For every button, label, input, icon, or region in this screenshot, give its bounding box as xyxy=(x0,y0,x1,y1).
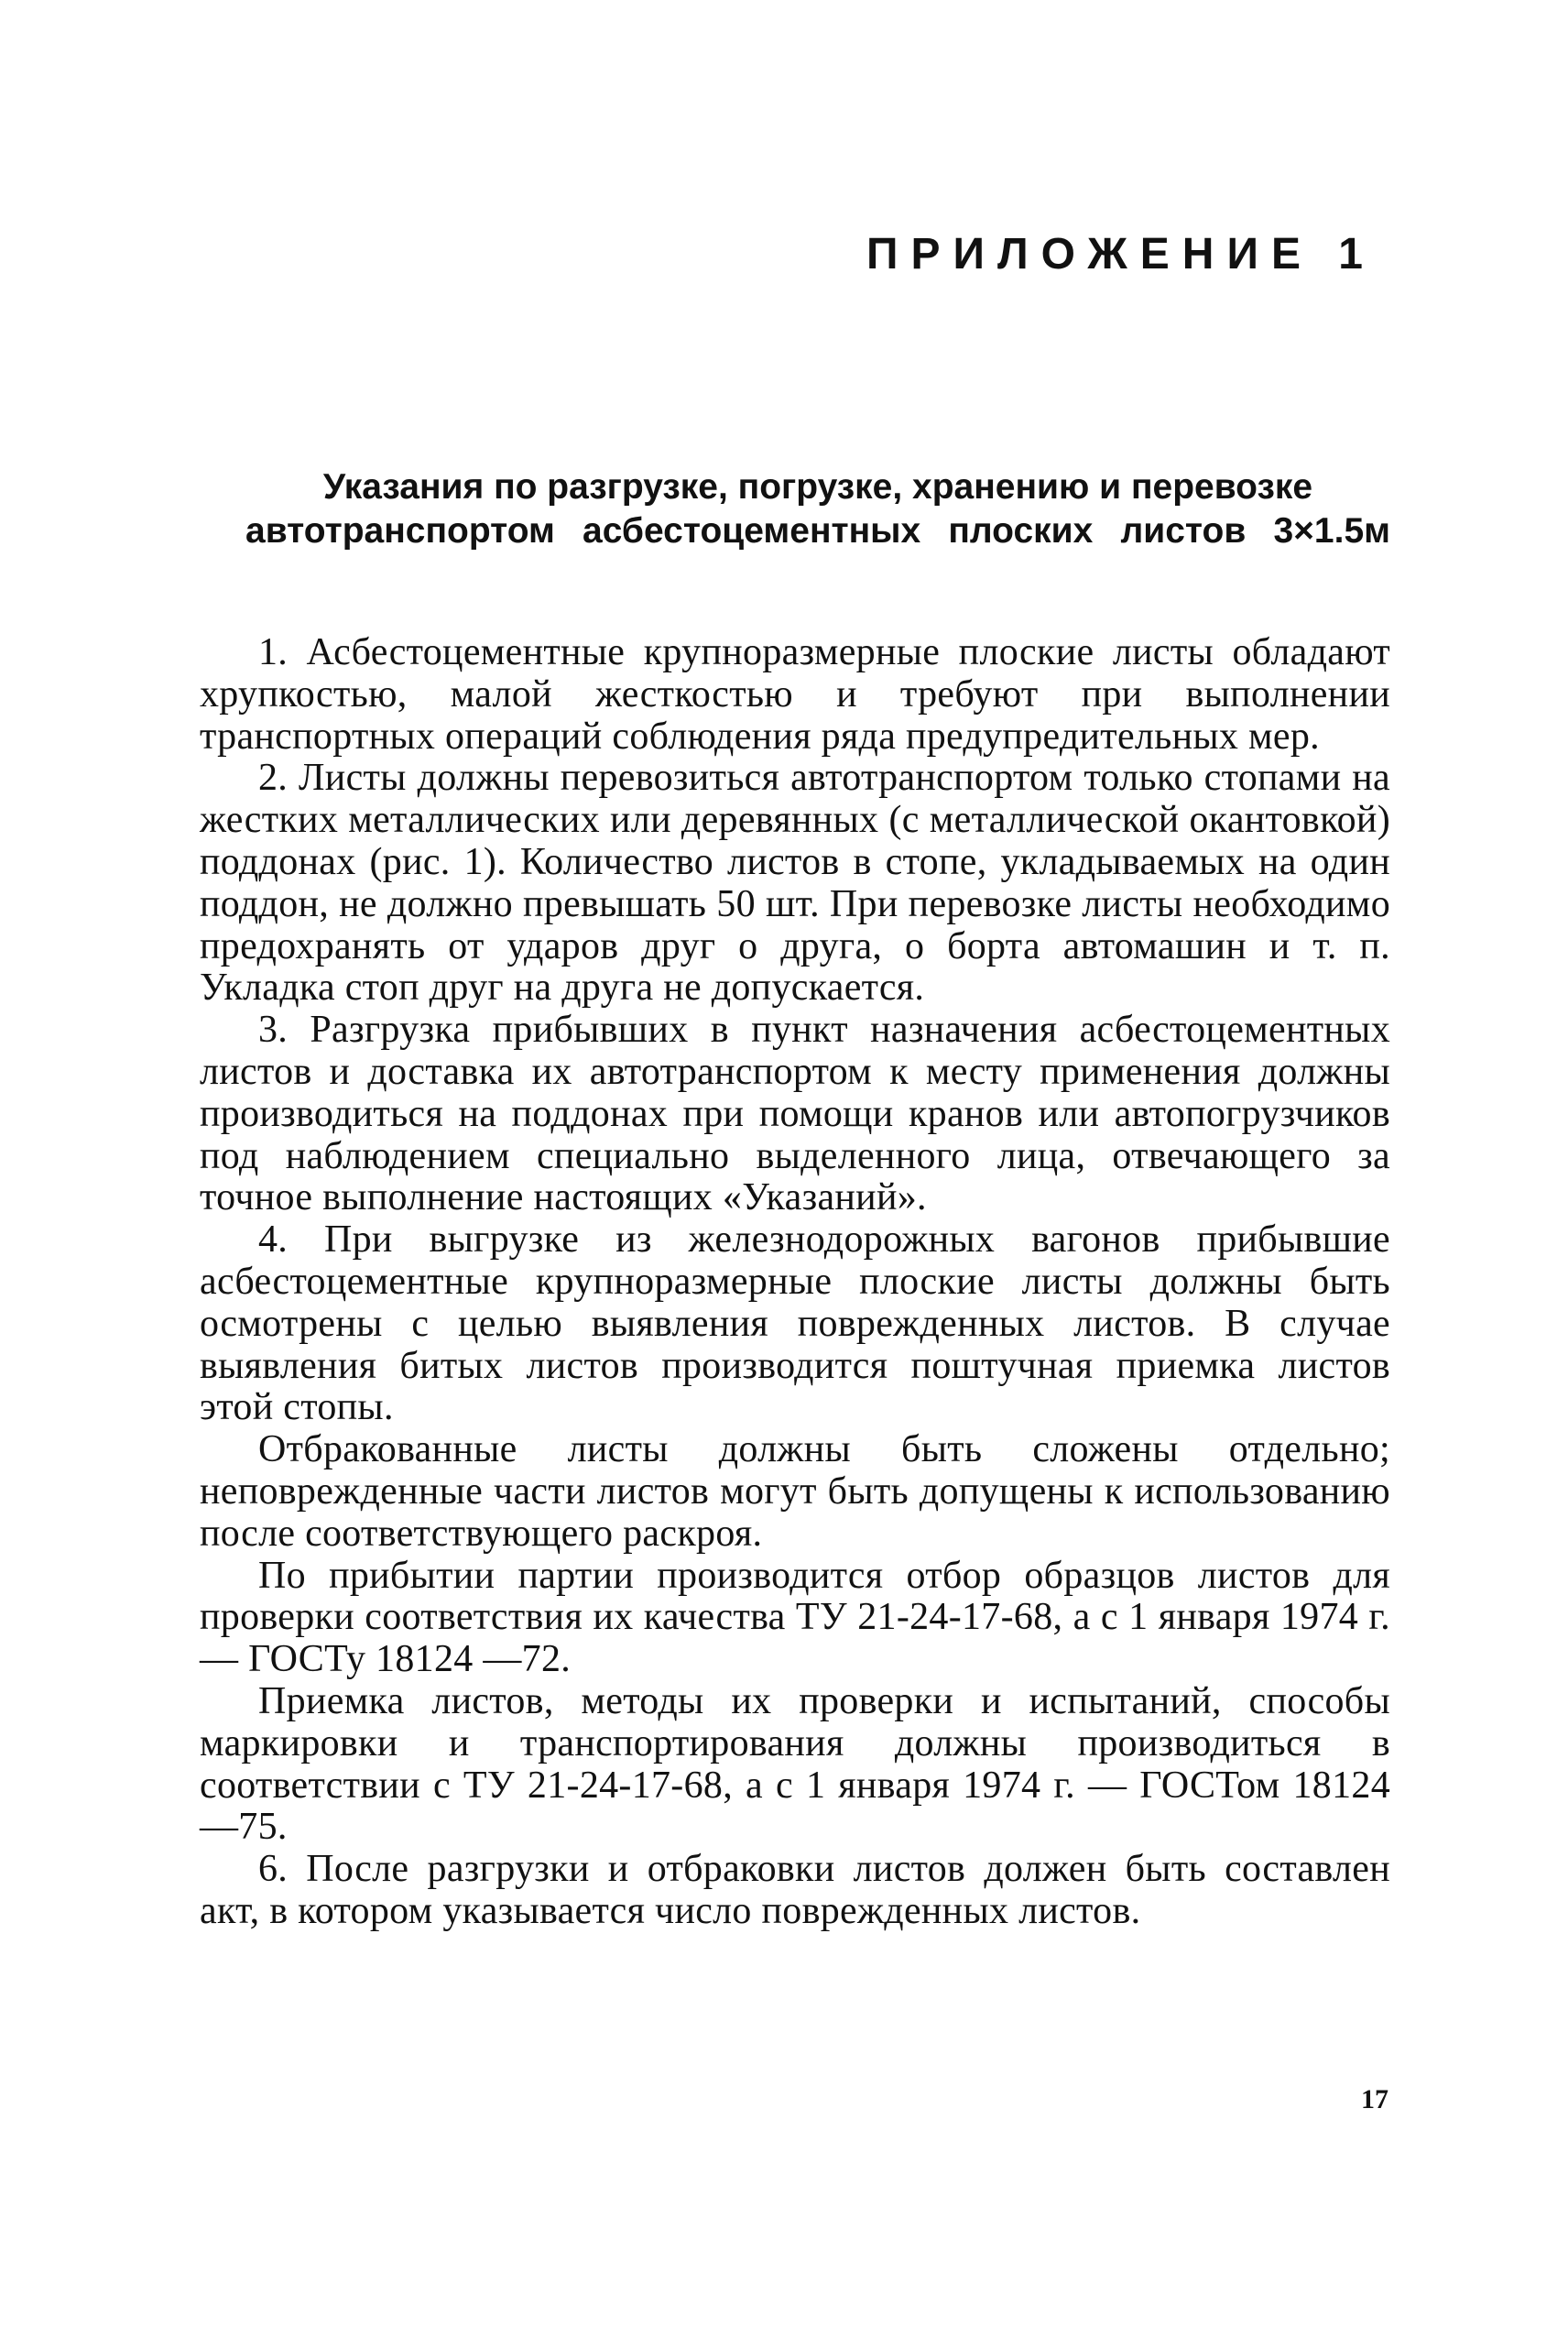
paragraph-7: Приемка листов, методы их проверки и испытаний, способы маркировки и транспортирования должны производиться в соответствии с ТУ 21-24-17-68, а с 1 января 1974 г. — ГОСТом 18124—75. xyxy=(200,1679,1390,1849)
paragraph-5: Отбракованные листы должны быть сложены отдельно; неповрежденные части листов могут быть допущены к использованию после соответствующего раскроя. xyxy=(200,1428,1390,1555)
page-number: 17 xyxy=(1361,2084,1388,2114)
body-text xyxy=(200,632,1390,1933)
paragraph-6: По прибытии партии производится отбор образцов листов для проверки соответствия их качества ТУ 21-24-17-68, а с 1 января 1974 г. — ГОСТу 18124 —72. xyxy=(200,1554,1390,1681)
paragraph-2: 2. Листы должны перевозиться автотранспортом только стопами на жестких металлических или деревянных (с металлической окантовкой) поддонах (рис. 1). Количество листов в стопе, укладываемых на один поддон, не должно превышать 50 шт. При перевозке листы необходимо предохранять от ударов друг о друга, о борта автомашин и т. п. Укладка стоп друг на друга не допускается. xyxy=(200,757,1390,1010)
appendix-title: ПРИЛОЖЕНИЕ 1 xyxy=(866,230,1376,279)
paragraph-3: 3. Разгрузка прибывших в пункт назначения асбестоцементных листов и доставка их автотранспортом к месту применения должны производиться на поддонах при помощи кранов или автопогрузчиков под наблюдением специально выделенного лица, отвечающего за точное выполнение настоящих «Указаний». xyxy=(200,1009,1390,1219)
heading-line-1: Указания по разгрузке, погрузке, хранению и перевозке xyxy=(322,467,1313,507)
document-heading xyxy=(245,465,1390,553)
paragraph-4: 4. При выгрузке из железнодорожных вагонов прибывшие асбестоцементные крупноразмерные плоские листы должны быть осмотрены с целью выявления поврежденных листов. В случае выявления битых листов производится поштучная приемка листов этой стопы. xyxy=(200,1218,1390,1429)
heading-line-2: автотранспортом асбестоцементных плоских листов 3×1.5м xyxy=(245,511,1390,551)
paragraph-1: 1. Асбестоцементные крупноразмерные плоские листы обладают хрупкостью, малой жесткостью и требуют при выполнении транспортных операций соблюдения ряда предупредительных мер. xyxy=(200,631,1390,758)
paragraph-8: 6. После разгрузки и отбраковки листов должен быть составлен акт, в котором указывается число поврежденных листов. xyxy=(200,1848,1390,1932)
